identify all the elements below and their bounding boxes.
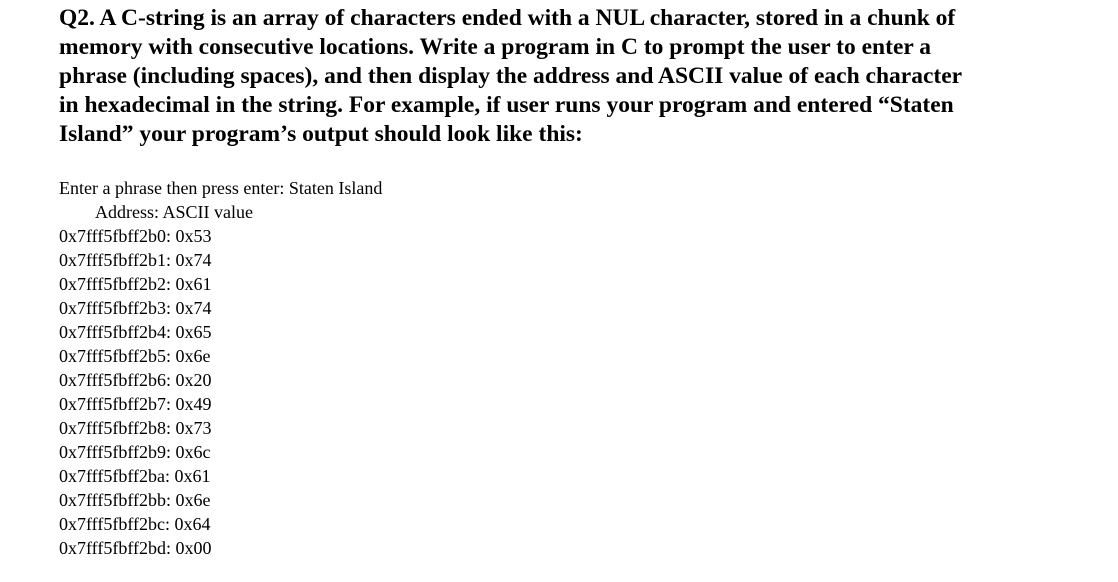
output-header: Address: ASCII value [95, 202, 253, 222]
output-row: 0x7fff5fbff2b1: 0x74 [59, 250, 212, 270]
question-line: phrase (including spaces), and then display the address and ASCII value of each character [59, 63, 963, 89]
output-row: 0x7fff5fbff2b3: 0x74 [59, 298, 212, 318]
output-row: 0x7fff5fbff2b5: 0x6e [59, 346, 211, 366]
question-line: in hexadecimal in the string. For example, if user runs your program and entered “Staten [59, 92, 954, 118]
sample-output [59, 176, 382, 560]
question-text [59, 4, 1059, 149]
output-row: 0x7fff5fbff2b7: 0x49 [59, 394, 212, 414]
question-line: Q2. A C-string is an array of characters ended with a NUL character, stored in a chunk of [59, 5, 956, 31]
output-row: 0x7fff5fbff2b2: 0x61 [59, 274, 212, 294]
output-rows [59, 224, 382, 560]
question-line: Island” your program’s output should look like this: [59, 121, 583, 147]
output-row: 0x7fff5fbff2bb: 0x6e [59, 490, 211, 510]
output-row: 0x7fff5fbff2b0: 0x53 [59, 226, 212, 246]
output-row: 0x7fff5fbff2b6: 0x20 [59, 370, 212, 390]
output-row: 0x7fff5fbff2b9: 0x6c [59, 442, 211, 462]
output-row: 0x7fff5fbff2ba: 0x61 [59, 466, 211, 486]
question-line: memory with consecutive locations. Write a program in C to prompt the user to enter a [59, 34, 932, 60]
output-row: 0x7fff5fbff2bd: 0x00 [59, 538, 212, 558]
output-row: 0x7fff5fbff2b8: 0x73 [59, 418, 212, 438]
output-row: 0x7fff5fbff2b4: 0x65 [59, 322, 212, 342]
output-row: 0x7fff5fbff2bc: 0x64 [59, 514, 211, 534]
prompt-line: Enter a phrase then press enter: Staten Island [59, 178, 383, 198]
